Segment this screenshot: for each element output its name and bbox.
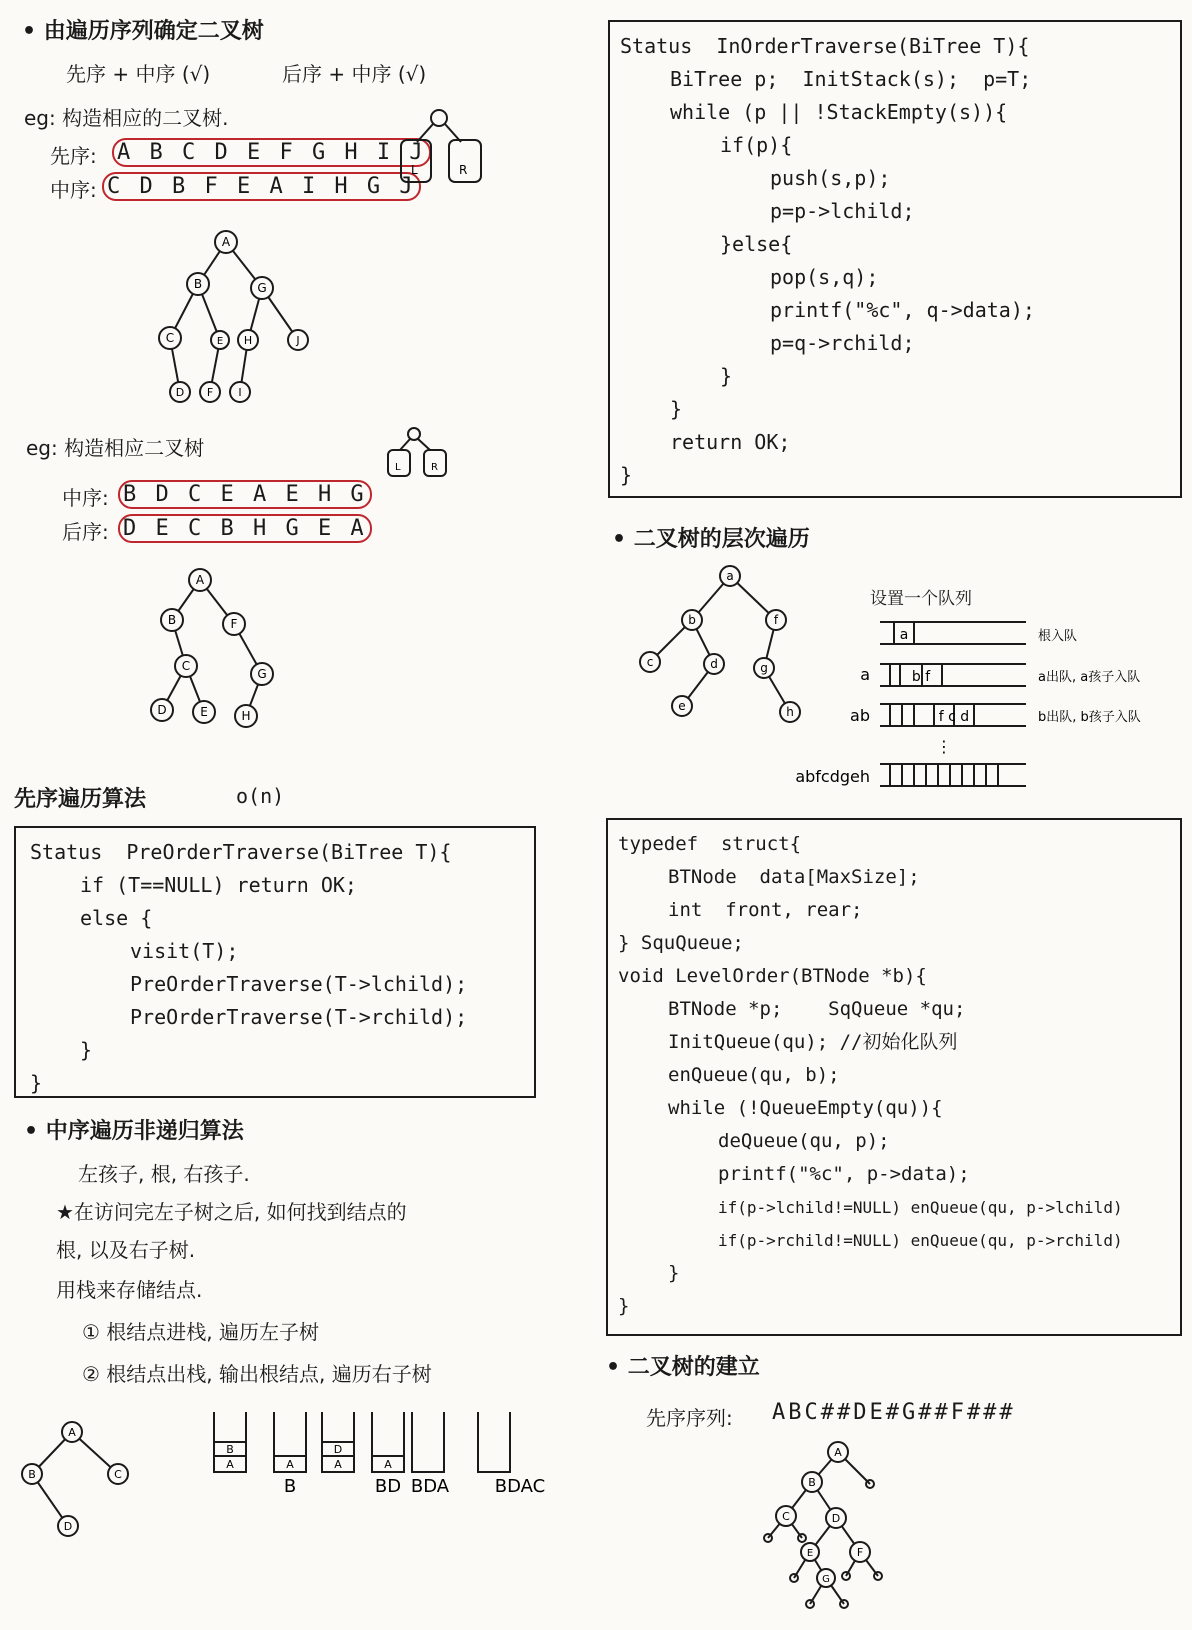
inorder-tree-node: D bbox=[63, 1520, 73, 1533]
queue-left: ab bbox=[850, 706, 870, 725]
queue-cells: a bbox=[899, 627, 909, 643]
eg1-title: eg: 构造相应的二叉树. bbox=[24, 106, 229, 130]
level-tree bbox=[630, 560, 810, 730]
queue-title: 设置一个队列 bbox=[870, 589, 972, 609]
stack-item: D bbox=[333, 1443, 343, 1456]
build-tree bbox=[760, 1438, 930, 1614]
code-line: } bbox=[618, 1295, 630, 1317]
tree1-node: C bbox=[165, 331, 175, 345]
code-line: printf("%c", p->data); bbox=[718, 1163, 970, 1185]
inorder-tree-node: C bbox=[114, 1468, 122, 1481]
code-line: } bbox=[620, 463, 633, 487]
build-tree-node: C bbox=[782, 1510, 790, 1523]
code-line: if(p){ bbox=[720, 133, 793, 157]
code-line: } bbox=[720, 364, 733, 388]
queue-cells: f c d bbox=[938, 709, 970, 725]
level-tree-node: d bbox=[710, 657, 718, 671]
section-title-construct: • 由遍历序列确定二叉树 bbox=[22, 19, 264, 44]
tree1-node: H bbox=[243, 334, 253, 347]
code-line: visit(T); bbox=[130, 939, 239, 963]
code-line: } bbox=[668, 1262, 680, 1284]
code-line: return OK; bbox=[670, 430, 791, 454]
eg2-title: eg: 构造相应二叉树 bbox=[26, 436, 205, 460]
tree1-node: I bbox=[238, 386, 242, 399]
level-tree-node: g bbox=[760, 661, 768, 675]
stack-item: A bbox=[286, 1458, 294, 1471]
pre-sequence: A B C D E F G H I J bbox=[112, 138, 431, 167]
step-line: ② 根结点出栈, 输出根结点, 遍历右子树 bbox=[82, 1362, 432, 1386]
queue-cells: b f bbox=[911, 669, 931, 685]
lr2-right-text: R bbox=[431, 462, 438, 473]
queue-dots: ⋮ bbox=[936, 737, 952, 756]
build-tree-node: D bbox=[831, 1512, 841, 1525]
queue-left: a bbox=[860, 665, 870, 684]
build-tree-node: E bbox=[806, 1548, 814, 1559]
code-line: InitQueue(qu); //初始化队列 bbox=[668, 1031, 958, 1053]
stack-item: A bbox=[384, 1458, 392, 1471]
code-line: else { bbox=[80, 906, 153, 930]
tree2-node: C bbox=[181, 659, 191, 673]
in2-label: 中序: bbox=[62, 486, 109, 510]
tree1-node: E bbox=[216, 336, 224, 347]
tree1-node: A bbox=[221, 235, 231, 249]
inorder-tree-node: A bbox=[68, 1426, 76, 1439]
stack-output: BD bbox=[374, 1476, 402, 1497]
code-line: } SquQueue; bbox=[618, 932, 744, 954]
inorder-tree-node: B bbox=[28, 1468, 36, 1481]
queue-note: a出队, a孩子入队 bbox=[1038, 670, 1141, 685]
stack-item: B bbox=[226, 1443, 234, 1456]
code-line: p=p->lchild; bbox=[770, 199, 915, 223]
level-code-box bbox=[606, 818, 1182, 1336]
level-tree-node: h bbox=[786, 705, 794, 719]
code-line: } bbox=[30, 1071, 43, 1095]
preorder-complexity: o(n) bbox=[236, 784, 285, 808]
tree2-node: D bbox=[157, 703, 167, 717]
build-tree-node: F bbox=[856, 1546, 864, 1559]
inorder-code-box bbox=[608, 20, 1182, 498]
note-line: 根, 以及右子树. bbox=[56, 1238, 196, 1262]
level-title: • 二叉树的层次遍历 bbox=[612, 527, 810, 552]
tree2-node: G bbox=[257, 667, 267, 681]
tree2-node: F bbox=[230, 617, 238, 631]
in-sequence: C D B F E A I H G J bbox=[102, 172, 421, 201]
tree2-node: H bbox=[241, 709, 251, 723]
stack-item: A bbox=[334, 1458, 342, 1471]
build-title: • 二叉树的建立 bbox=[606, 1355, 760, 1380]
inorder-tree bbox=[14, 1418, 144, 1542]
stack-diagram bbox=[204, 1404, 564, 1497]
build-seq-label: 先序序列: bbox=[646, 1406, 733, 1430]
in2-sequence: B D C E A E H G bbox=[118, 480, 372, 509]
code-line: PreOrderTraverse(T->lchild); bbox=[130, 972, 468, 996]
post-label: 后序: bbox=[62, 520, 109, 544]
code-line: pop(s,q); bbox=[770, 265, 879, 289]
lr2-left-text: L bbox=[395, 462, 401, 473]
queue-diagram bbox=[795, 610, 1180, 800]
rule-pre-in: 先序 + 中序 (√) bbox=[66, 62, 211, 86]
level-tree-node: b bbox=[688, 613, 696, 627]
queue-note: 根入队 bbox=[1038, 629, 1078, 644]
stack-item: A bbox=[226, 1458, 234, 1471]
inorder-nonrec-title: • 中序遍历非递归算法 bbox=[24, 1119, 244, 1144]
code-line: void LevelOrder(BTNode *b){ bbox=[618, 965, 927, 987]
code-line: } bbox=[80, 1038, 93, 1062]
queue-note: b出队, b孩子入队 bbox=[1038, 710, 1141, 725]
build-tree-node: G bbox=[822, 1574, 830, 1585]
level-tree-node: c bbox=[646, 655, 654, 669]
tree-1 bbox=[140, 222, 340, 412]
in-label: 中序: bbox=[50, 178, 97, 202]
build-tree-node: B bbox=[808, 1476, 816, 1489]
level-tree-node: e bbox=[678, 699, 686, 713]
queue-left-final: abfcdgeh bbox=[795, 767, 870, 786]
code-line: push(s,p); bbox=[770, 166, 891, 190]
code-line: deQueue(qu, p); bbox=[718, 1130, 890, 1152]
level-tree-node: a bbox=[726, 569, 734, 583]
code-line: int front, rear; bbox=[668, 899, 863, 921]
build-tree-node: A bbox=[834, 1446, 842, 1459]
code-line: BTNode *p; SqQueue *qu; bbox=[668, 998, 966, 1020]
step-line: ① 根结点进栈, 遍历左子树 bbox=[82, 1320, 320, 1344]
level-tree-node: f bbox=[773, 613, 779, 627]
code-line: if (T==NULL) return OK; bbox=[80, 873, 357, 897]
code-line: enQueue(qu, b); bbox=[668, 1064, 840, 1086]
post-sequence: D E C B H G E A bbox=[118, 514, 372, 543]
lr-left-text: L bbox=[411, 163, 418, 177]
code-line: typedef struct{ bbox=[618, 833, 802, 855]
code-line: }else{ bbox=[720, 232, 793, 256]
lr-diagram-2 bbox=[384, 424, 454, 482]
code-line: printf("%c", q->data); bbox=[770, 298, 1035, 322]
code-line: while (!QueueEmpty(qu)){ bbox=[668, 1097, 943, 1119]
tree1-node: B bbox=[193, 277, 203, 291]
code-line: PreOrderTraverse(T->rchild); bbox=[130, 1005, 468, 1029]
tree1-node: F bbox=[206, 386, 214, 399]
tree1-node: J bbox=[296, 334, 300, 347]
preorder-code-box bbox=[14, 826, 536, 1098]
stack-output: BDAC bbox=[494, 1476, 546, 1497]
rule-post-in: 后序 + 中序 (√) bbox=[282, 62, 427, 86]
note-line: 左孩子, 根, 右孩子. bbox=[78, 1162, 250, 1186]
code-line: if(p->rchild!=NULL) enQueue(qu, p->rchild) bbox=[718, 1231, 1123, 1250]
code-line: BiTree p; InitStack(s); p=T; bbox=[670, 67, 1032, 91]
note-line: ★在访问完左子树之后, 如何找到结点的 bbox=[56, 1200, 407, 1224]
tree2-node: E bbox=[200, 705, 208, 719]
tree-2 bbox=[140, 562, 290, 732]
tree1-node: G bbox=[257, 281, 267, 295]
pre-label: 先序: bbox=[50, 144, 97, 168]
stack-output: B bbox=[283, 1476, 297, 1497]
stack-output: BDA bbox=[410, 1476, 450, 1497]
tree2-node: B bbox=[167, 613, 177, 627]
code-line: } bbox=[670, 397, 683, 421]
preorder-title: 先序遍历算法 bbox=[14, 787, 147, 812]
lr-diagram-1 bbox=[395, 104, 495, 188]
lr-right-text: R bbox=[459, 163, 468, 177]
tree1-node: D bbox=[175, 386, 185, 399]
code-line: while (p || !StackEmpty(s)){ bbox=[670, 100, 1008, 124]
build-sequence: ABC##DE#G##F### bbox=[772, 1400, 1016, 1425]
code-line: Status PreOrderTraverse(BiTree T){ bbox=[30, 840, 452, 864]
note-line: 用栈来存储结点. bbox=[56, 1278, 203, 1302]
code-line: Status InOrderTraverse(BiTree T){ bbox=[620, 34, 1030, 58]
code-line: BTNode data[MaxSize]; bbox=[668, 866, 920, 888]
code-line: p=q->rchild; bbox=[770, 331, 915, 355]
code-line: if(p->lchild!=NULL) enQueue(qu, p->lchild) bbox=[718, 1198, 1123, 1217]
tree2-node: A bbox=[195, 573, 205, 587]
